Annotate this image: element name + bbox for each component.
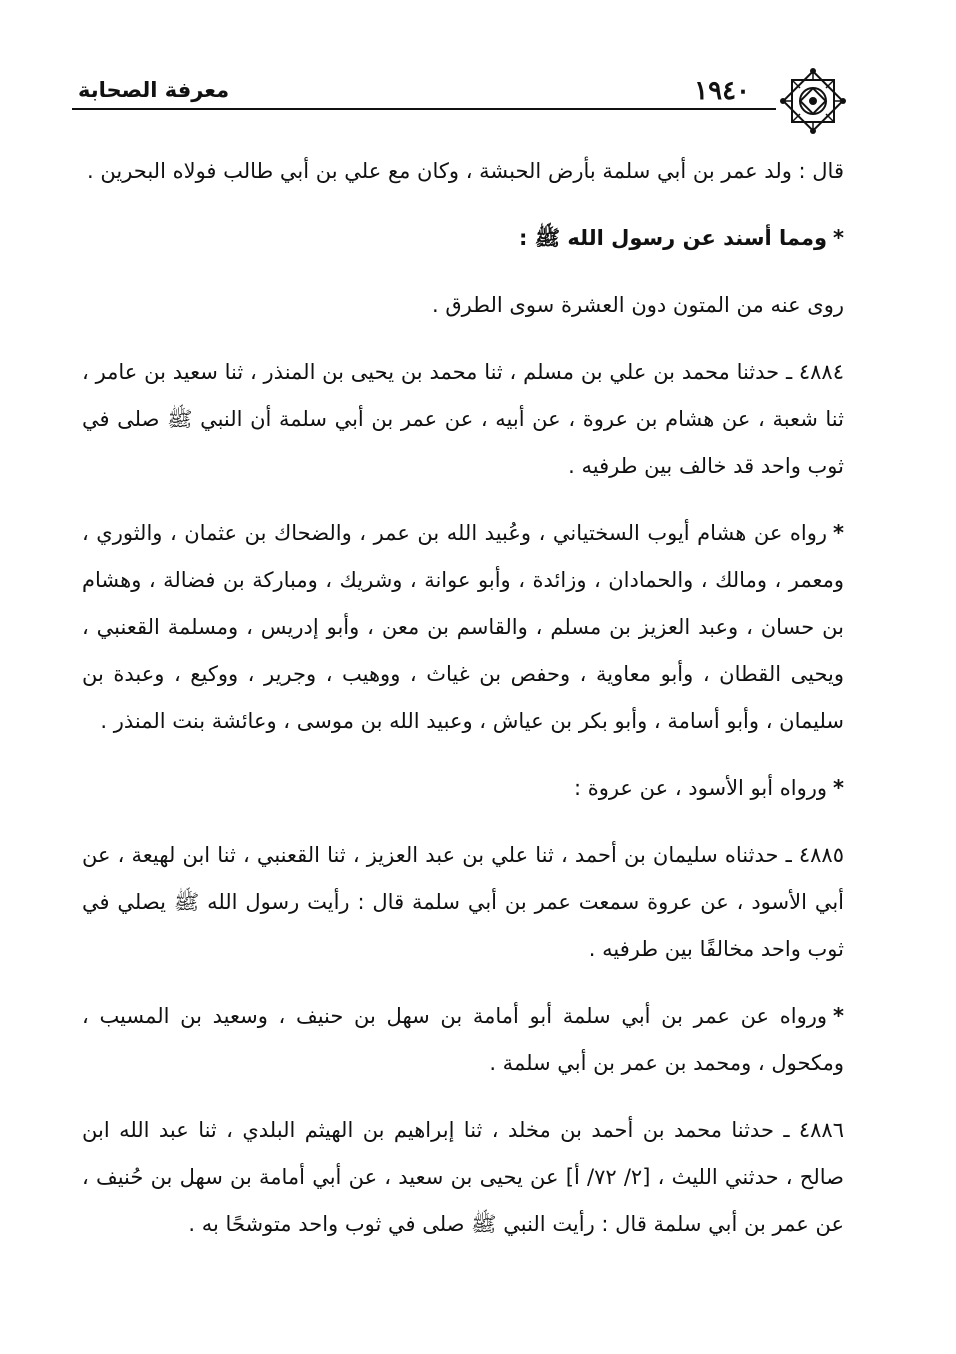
page-header — [72, 66, 848, 136]
paragraph-5 — [82, 510, 844, 745]
book-title: معرفة الصحابة — [78, 78, 230, 102]
paragraph-text: ٤٨٨٦ ـ حدثنا محمد بن أحمد بن مخلد ، ثنا إبراهيم بن الهيثم البلدي ، ثنا عبد الله ابن صالح ، حدثني الليث ، [٢/ ٧٢/ أ] عن يحيى بن سعيد ، عن أبي أمامة بن سهل بن حُنيف ، عن عمر بن أبي سلمة قال : رأيت النبي ﷺ صلى في ثوب واحد متوشحًا به . — [82, 1118, 844, 1236]
section-star-marker: * — [833, 1004, 844, 1028]
paragraph-text: ٤٨٨٤ ـ حدثنا محمد بن علي بن مسلم ، ثنا محمد بن يحيى بن المنذر ، ثنا سعيد بن عامر ، ثنا شعبة ، عن هشام بن عروة ، عن أبيه ، عن عمر بن أبي سلمة أن النبي ﷺ صلى في ثوب واحد قد خالف بين طرفيه . — [82, 360, 844, 478]
header-rule — [72, 108, 776, 110]
page-number: ١٩٤٠ — [694, 76, 750, 106]
paragraph-8 — [82, 993, 844, 1087]
paragraph-3 — [82, 282, 844, 329]
hadith-4885 — [82, 832, 844, 973]
hadith-4886 — [82, 1107, 844, 1248]
paragraph-text: ومما أسند عن رسول الله ﷺ : — [519, 226, 828, 250]
section-star-marker: * — [833, 226, 844, 250]
paragraph-6 — [82, 765, 844, 812]
paragraph-2 — [82, 215, 844, 262]
eight-point-star-ornament-icon — [778, 66, 848, 136]
paragraph-text: رواه عن هشام أيوب السختياني ، وعُبيد الله بن عمر ، والضحاك بن عثمان ، والثوري ، ومعمر ، ومالك ، والحمادان ، وزائدة ، وأبو عوانة ، وشريك ، ومباركة بن فضالة ، وهشام بن حسان ، وعبد العزيز بن مسلم ، والقاسم بن معن ، وأبو إدريس ، ومسلمة القعنبي ، ويحيى القطان ، وأبو معاوية ، وحفص بن غياث ، ووهيب ، وجرير ، ووكيع ، وعبدة بن سليمان ، وأبو أسامة ، وأبو بكر بن عياش ، وعبيد الله بن موسى ، وعائشة بنت المنذر . — [82, 521, 844, 733]
section-star-marker: * — [833, 776, 844, 800]
paragraph-text: ورواه أبو الأسود ، عن عروة : — [573, 776, 828, 800]
paragraph-text: ورواه عن عمر بن أبي سلمة أبو أمامة بن سهل بن حنيف ، وسعيد بن المسيب ، ومكحول ، ومحمد بن عمر بن أبي سلمة . — [82, 1004, 844, 1075]
paragraph-1 — [82, 148, 844, 195]
section-star-marker: * — [833, 521, 844, 545]
paragraph-text: ٤٨٨٥ ـ حدثناه سليمان بن أحمد ، ثنا علي بن عبد العزيز ، ثنا القعنبي ، ثنا ابن لهيعة ، عن أبي الأسود ، عن عروة سمعت عمر بن أبي سلمة قال : رأيت رسول الله ﷺ يصلي في ثوب واحد مخالفًا بين طرفيه . — [82, 843, 844, 961]
hadith-4884 — [82, 349, 844, 490]
paragraph-text: قال : ولد عمر بن أبي سلمة بأرض الحبشة ، وكان مع علي بن أبي طالب فولاه البحرين . — [87, 159, 844, 183]
main-text — [82, 148, 844, 1268]
paragraph-text: روى عنه من المتون دون العشرة سوى الطرق . — [432, 293, 844, 317]
